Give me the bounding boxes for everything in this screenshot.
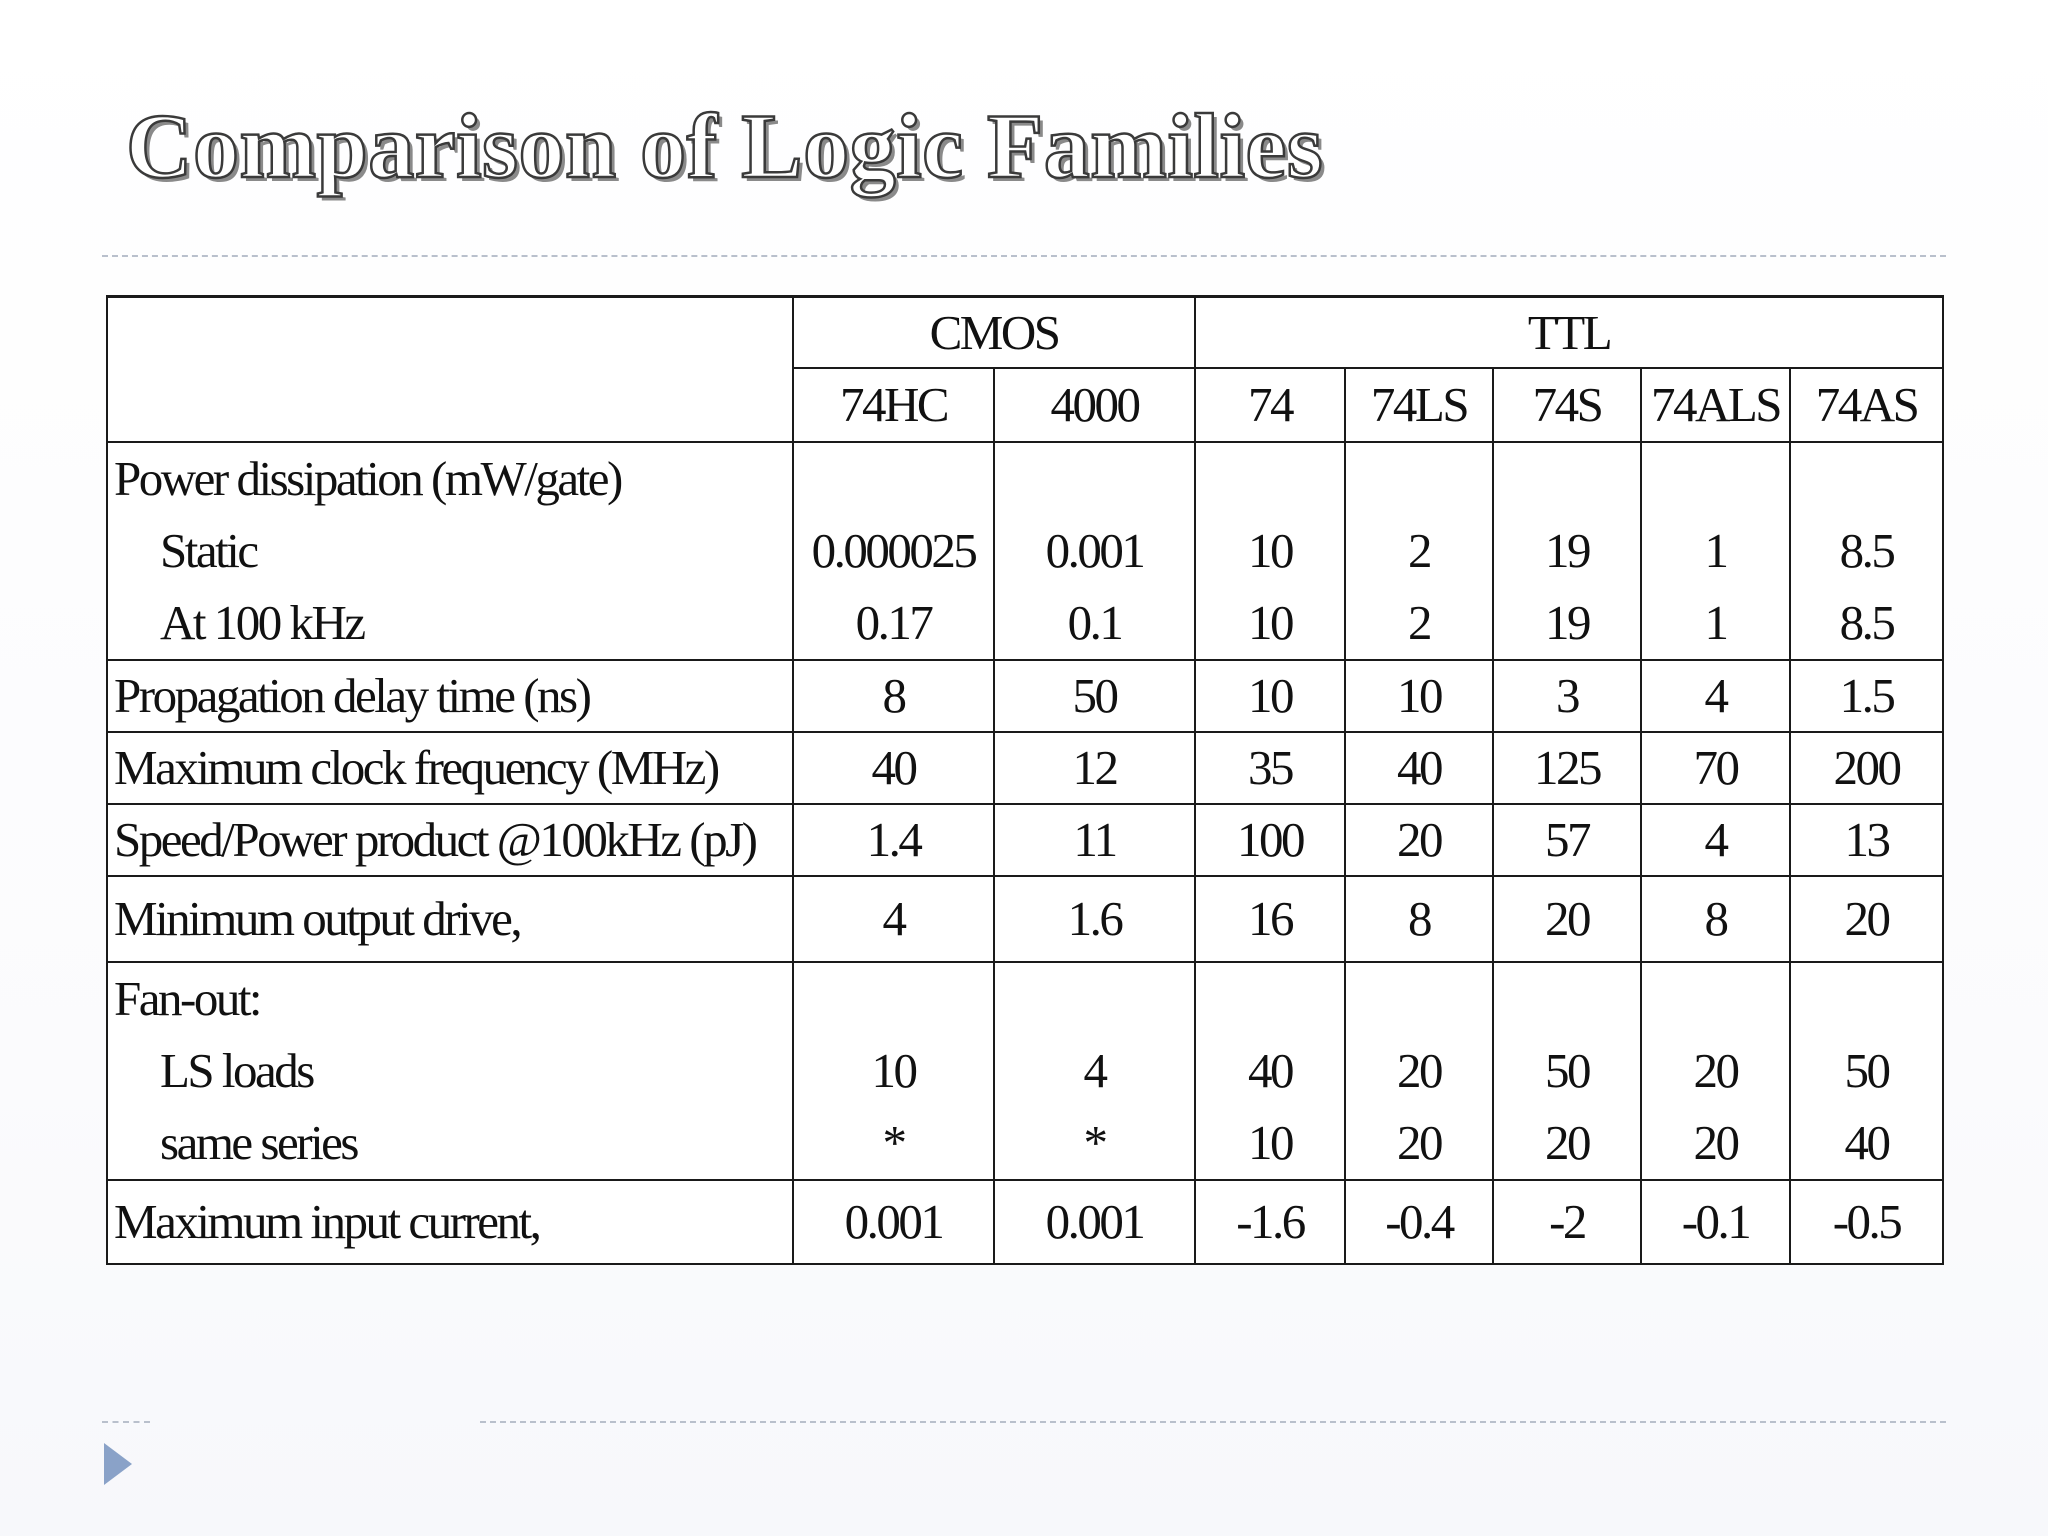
fan-out-same-value: 20 [1693, 1114, 1738, 1170]
header-corner-cell [107, 297, 793, 442]
table-cell: 1.6 [994, 876, 1195, 962]
title-divider [102, 255, 1946, 257]
fan-out-ls-value: 10 [871, 1042, 916, 1098]
table-cell: 20 [1790, 876, 1943, 962]
power-static-value: 0.001 [1045, 522, 1144, 578]
table-cell [1790, 962, 1943, 1180]
table-row-speed-power [107, 804, 1943, 876]
column-header: 74AS [1790, 368, 1943, 442]
fan-out-same-value: 20 [1397, 1114, 1442, 1170]
power-static-value: 19 [1545, 522, 1590, 578]
row-label-power-dissipation [107, 442, 793, 660]
row-label-clock-frequency: Maximum clock frequency (MHz) [107, 732, 793, 804]
power-at100-value: 1 [1704, 594, 1727, 650]
power-dissipation-heading: Power dissipation (mW/gate) [114, 450, 621, 506]
header-group-row [107, 297, 1943, 368]
table-row-clock-frequency [107, 732, 1943, 804]
table-row-propagation-delay [107, 660, 1943, 732]
table-cell [1195, 962, 1345, 1180]
slide-title: Comparison of Logic Families [126, 95, 1324, 197]
power-static-value: 10 [1248, 522, 1293, 578]
table-cell: -1.6 [1195, 1180, 1345, 1264]
column-header: 74LS [1345, 368, 1493, 442]
table-row-input-current [107, 1180, 1943, 1264]
table-cell: 0.001 [994, 1180, 1195, 1264]
table-cell [793, 442, 994, 660]
table-cell: 50 [994, 660, 1195, 732]
group-header-cmos: CMOS [793, 297, 1195, 368]
table-cell [1641, 962, 1790, 1180]
fan-out-same-value: * [1083, 1114, 1106, 1170]
footer-divider [480, 1421, 1946, 1423]
row-label-input-current: Maximum input current, [107, 1180, 793, 1264]
table-cell: -2 [1493, 1180, 1641, 1264]
table-cell: 10 [1345, 660, 1493, 732]
fan-out-same-value: 20 [1545, 1114, 1590, 1170]
power-static-label: Static [160, 522, 257, 578]
table-cell: 40 [793, 732, 994, 804]
column-header: 74 [1195, 368, 1345, 442]
table-cell: -0.1 [1641, 1180, 1790, 1264]
power-at100-value: 19 [1545, 594, 1590, 650]
table-cell: 11 [994, 804, 1195, 876]
power-static-value: 1 [1704, 522, 1727, 578]
table-cell: 8 [1345, 876, 1493, 962]
power-at100-value: 10 [1248, 594, 1293, 650]
logic-families-table [106, 295, 1944, 1265]
power-static-value: 2 [1408, 522, 1431, 578]
table-cell: 70 [1641, 732, 1790, 804]
column-header: 74ALS [1641, 368, 1790, 442]
fan-out-same-value: * [882, 1114, 905, 1170]
fan-out-same-value: 40 [1844, 1114, 1889, 1170]
fan-out-ls-value: 4 [1083, 1042, 1106, 1098]
table-cell: 1.4 [793, 804, 994, 876]
column-header: 4000 [994, 368, 1195, 442]
table-cell: 4 [1641, 804, 1790, 876]
table-row-fan-out [107, 962, 1943, 1180]
table-cell: 40 [1345, 732, 1493, 804]
power-at100-value: 0.17 [855, 594, 932, 650]
row-label-fan-out [107, 962, 793, 1180]
power-static-value: 0.000025 [811, 522, 976, 578]
power-at100-value: 0.1 [1067, 594, 1122, 650]
fan-out-ls-value: 40 [1248, 1042, 1293, 1098]
table-cell: 20 [1345, 804, 1493, 876]
table-cell [994, 442, 1195, 660]
power-static-value: 8.5 [1839, 522, 1894, 578]
table-cell: 13 [1790, 804, 1943, 876]
group-header-ttl: TTL [1195, 297, 1943, 368]
fan-out-ls-value: 20 [1397, 1042, 1442, 1098]
table-cell: 125 [1493, 732, 1641, 804]
power-at100-value: 8.5 [1839, 594, 1894, 650]
table-row-output-drive [107, 876, 1943, 962]
fan-out-same-value: 10 [1248, 1114, 1293, 1170]
power-at100-value: 2 [1408, 594, 1431, 650]
table-cell: 200 [1790, 732, 1943, 804]
table-cell: 4 [793, 876, 994, 962]
table-cell [1195, 442, 1345, 660]
table-cell [1641, 442, 1790, 660]
table-cell: 100 [1195, 804, 1345, 876]
fan-out-heading: Fan-out: [114, 970, 261, 1026]
table-cell: 35 [1195, 732, 1345, 804]
table-cell [994, 962, 1195, 1180]
table-cell: 16 [1195, 876, 1345, 962]
table-cell [1345, 962, 1493, 1180]
power-at100khz-label: At 100 kHz [160, 594, 364, 650]
triangle-bullet-icon [104, 1443, 132, 1485]
row-label-propagation-delay: Propagation delay time (ns) [107, 660, 793, 732]
table-cell: -0.5 [1790, 1180, 1943, 1264]
fan-out-ls-loads-label: LS loads [160, 1042, 313, 1098]
table-cell: 57 [1493, 804, 1641, 876]
table-cell: 10 [1195, 660, 1345, 732]
table-cell: 12 [994, 732, 1195, 804]
column-header: 74S [1493, 368, 1641, 442]
table-cell [1493, 442, 1641, 660]
table-cell: 20 [1493, 876, 1641, 962]
fan-out-ls-value: 50 [1545, 1042, 1590, 1098]
table-cell [793, 962, 994, 1180]
comparison-table-container [106, 295, 1942, 1265]
fan-out-same-series-label: same series [160, 1114, 357, 1170]
row-label-output-drive: Minimum output drive, [107, 876, 793, 962]
fan-out-ls-value: 50 [1844, 1042, 1889, 1098]
table-cell: 0.001 [793, 1180, 994, 1264]
column-header: 74HC [793, 368, 994, 442]
row-label-speed-power: Speed/Power product @100kHz (pJ) [107, 804, 793, 876]
table-cell: 8 [1641, 876, 1790, 962]
table-cell [1790, 442, 1943, 660]
table-cell [1493, 962, 1641, 1180]
footer-divider-left [102, 1421, 150, 1423]
table-cell: 1.5 [1790, 660, 1943, 732]
table-cell: 3 [1493, 660, 1641, 732]
table-cell [1345, 442, 1493, 660]
table-cell: -0.4 [1345, 1180, 1493, 1264]
table-cell: 4 [1641, 660, 1790, 732]
table-row-power-dissipation [107, 442, 1943, 660]
fan-out-ls-value: 20 [1693, 1042, 1738, 1098]
table-cell: 8 [793, 660, 994, 732]
